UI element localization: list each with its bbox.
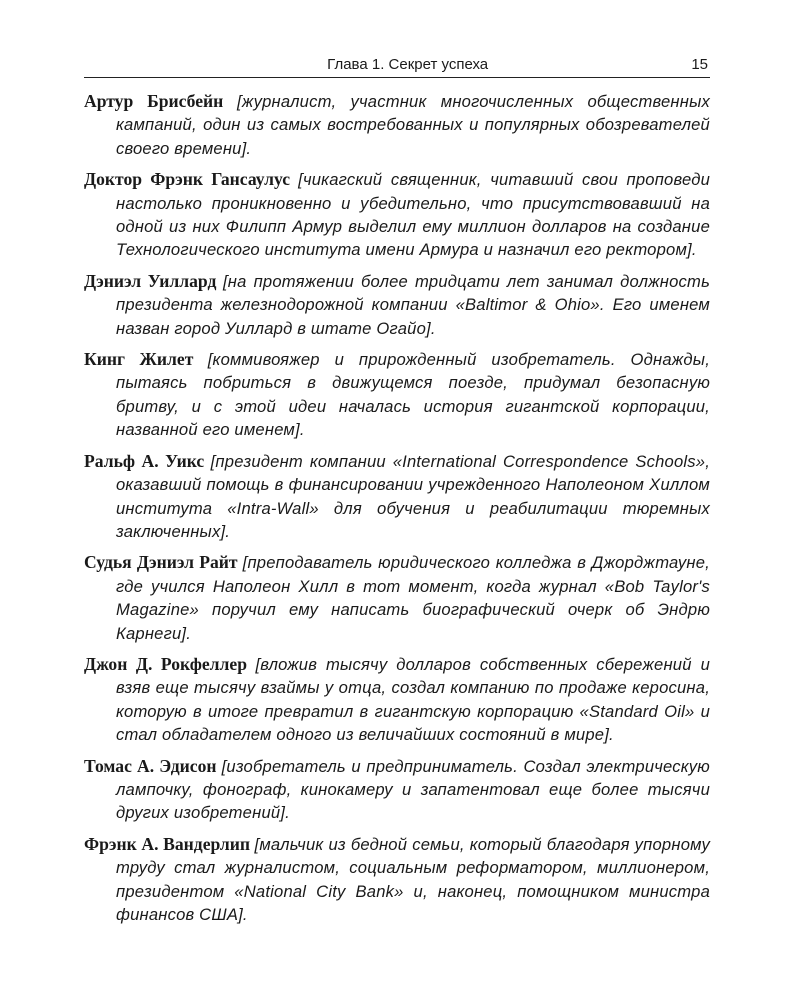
entry-name: Дэниэл Уиллард	[84, 270, 217, 291]
entry-edison	[84, 755, 710, 825]
entry-brisbane	[84, 90, 710, 160]
entry-name: Ральф А. Уикс	[84, 450, 205, 471]
running-header	[84, 56, 710, 78]
entry-name: Артур Брисбейн	[84, 91, 224, 111]
entry-description: [на протяжении более тридцати лет занимал должность президента железнодорожной компании «Baltimor & Ohio». Его именем назван город Уиллард в штате Огайо].	[116, 271, 710, 338]
entry-rockefeller	[84, 653, 710, 747]
entry-description: [изобретатель и предприниматель. Создал электрическую лампочку, фонограф, кинокамеру и запатентовал еще более тысячи других изобретений].	[116, 756, 710, 823]
entry-wright	[84, 551, 710, 645]
chapter-title: Глава 1. Секрет успеха	[327, 56, 489, 73]
entry-description: [чикагский священник, читавший свои проповеди настолько проникновенно и убедительно, что присутствовавший на одной из них Филипп Армур выделил ему миллион долларов на создание Технологического института имени Армура и назначил его ректором].	[116, 170, 710, 260]
entry-description: [журналист, участник многочисленных общественных кампаний, один из самых востребованных и популярных обозревателей своего времени].	[116, 92, 711, 158]
entry-name: Джон Д. Рокфеллер	[84, 653, 248, 674]
entry-gillette	[84, 348, 710, 442]
entry-willard	[84, 270, 710, 340]
entry-name: Доктор Фрэнк Гансаулус	[84, 169, 291, 190]
entry-name: Томас А. Эдисон	[84, 755, 217, 776]
entry-weeks	[84, 450, 710, 544]
entry-description: [мальчик из бедной семьи, который благодаря упорному труду стал журналистом, социальным реформатором, миллионером, президентом «National City Bank» и, наконец, помощником министра финансов США].	[116, 834, 711, 924]
book-page	[84, 56, 710, 934]
entry-gunsaulus	[84, 168, 710, 262]
biography-list	[84, 90, 710, 926]
entry-vanderlip	[84, 833, 710, 927]
entry-name: Судья Дэниэл Райт	[84, 552, 238, 573]
entry-description: [коммивояжер и прирожденный изобретатель. Однажды, пытаясь побриться в движущемся поезде, придумал безопасную бритву, и с этой идеи началась история гигантской корпорации, названной его именем].	[116, 350, 711, 440]
entry-name: Кинг Жилет	[84, 349, 194, 370]
entry-description: [вложив тысячу долларов собственных сбережений и взяв еще тысячу взаймы у отца, создал компанию по продаже керосина, которую в итоге превратил в гигантскую корпорацию «Standard Oil» и стал обладателем одного из величайших состояний в мире].	[116, 654, 711, 745]
entry-description: [преподаватель юридического колледжа в Джорджтауне, где учился Наполеон Хилл в тот момент, когда журнал «Bob Taylor's Magazine» поручил ему написать биографический очерк об Эндрю Карнеги].	[116, 553, 710, 643]
entry-name: Фрэнк А. Вандерлип	[84, 833, 250, 854]
page-number: 15	[691, 56, 708, 73]
entry-description: [президент компании «International Correspondence Schools», оказавший помощь в финансировании учрежденного Наполеоном Хиллом института «Intra-Wall» для обучения и реабилитации тюремных заключенных].	[116, 451, 711, 541]
